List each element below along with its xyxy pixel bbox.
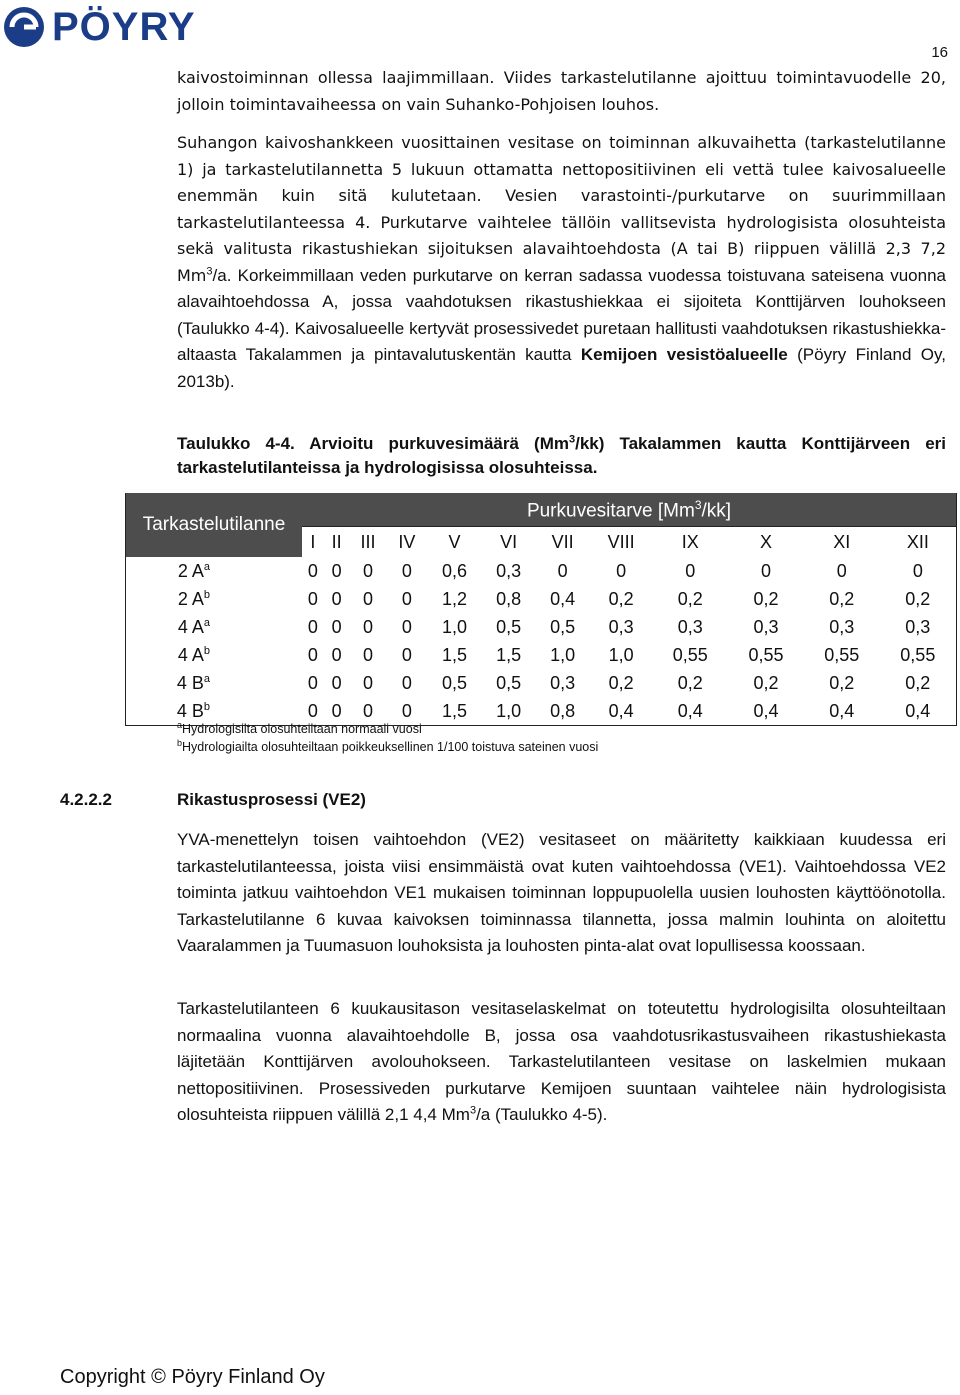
table-cell: 0,2 (753, 672, 779, 693)
table-cell: 1,0 (550, 644, 576, 665)
table-cell: 0 (401, 672, 412, 693)
table-cell: 0 (362, 644, 373, 665)
copyright-footer: Copyright © Pöyry Finland Oy (60, 1366, 325, 1388)
footnote-a (177, 720, 422, 736)
row-label-superscript: b (203, 644, 210, 657)
table-cell: 0,55 (824, 644, 860, 665)
paragraph-water-balance-part-c: Purkutarve vaihtelee tällöin vallitsevista hydrologisista olosuhteista sekä valitusta rikastushiekan sijoituksen alavaihtoehdosta (A tai B) riippuen välillä 2,3 7,2 Mm (177, 212, 946, 285)
table-cell: 1,0 (608, 644, 634, 665)
month-header: XII (880, 527, 957, 558)
table-cell: 0 (401, 588, 412, 609)
row-label-superscript: b (203, 700, 210, 713)
table-cell: 0 (401, 644, 412, 665)
month-header: III (350, 527, 387, 558)
table-cell: 0 (307, 672, 318, 693)
table-cell: 0,55 (748, 644, 784, 665)
month-header: II (324, 527, 350, 558)
table-cell: 0,2 (677, 672, 703, 693)
paragraph-intro: kaivostoiminnan ollessa laajimmillaan. Viides tarkastelutilanne ajoittuu toimintavuodelle 20, jolloin toimintavaiheessa on vain Suhanko-Pohjoisen louhos. (177, 68, 946, 114)
footnote-a-text: Hydrologisilta olosuhteiltaan normaali vuosi (182, 722, 422, 737)
row-label-superscript: a (203, 672, 210, 685)
table-cell: 0,6 (441, 560, 468, 581)
table-cell: 0 (912, 560, 923, 581)
table-cell: 0,2 (905, 672, 931, 693)
table-cell: 0,4 (652, 697, 728, 726)
table-cell: 0,5 (441, 672, 468, 693)
row-label (126, 613, 303, 641)
table-cell: 1,0 (482, 697, 536, 726)
table-cell: 0,8 (536, 697, 590, 726)
discharge-table (125, 493, 957, 726)
table-cell: 0 (386, 697, 427, 726)
paragraph-scenario-6 (177, 996, 946, 1129)
poyry-logo-icon (2, 5, 46, 49)
table-cell: 0 (362, 616, 373, 637)
table-cell: 0 (324, 697, 350, 726)
footnote-b-text: Hydrologiailta olosuhteiltaan poikkeuksellinen 1/100 toistuva sateinen vuosi (182, 740, 599, 755)
paragraph-scenario-6-part-a: Tarkastelutilanteen 6 kuukausitason vesitaselaskelmat on toteutettu hydrologisilta olosuhteiltaan normaalina vuonna alavaihtoehdolle B, jossa osa vaahdotusrikastusvaiheen rikastushiekasta läjitetään Konttijärven avolouhokseen. Tarkastelutilanteen vesitase on laskelmien mukaan nettopositiivinen. Prosessiveden purkutarve Kemijoen suuntaan vaihtelee näin hydrologisista olosuhteista riippuen välillä 2,1 4,4 Mm (177, 999, 946, 1124)
month-header: XI (804, 527, 880, 558)
table-cell: 0 (331, 588, 342, 609)
table-caption-part-b: /kk) Takalammen kautta Konttijärveen eri tarkastelutilanteissa ja hydrologisissa olosuhteissa. (177, 434, 946, 477)
row-label-text: 4 A (177, 644, 204, 665)
month-header: VIII (590, 527, 653, 558)
month-header: IX (652, 527, 728, 558)
paragraph-water-balance-part-e: (Pöyry Finland Oy, 2013b). (177, 345, 946, 391)
table-cell: 0 (362, 560, 373, 581)
table-cell: 0 (302, 697, 324, 726)
footnote-a-mark: a (177, 720, 183, 730)
table-cell: 0,2 (753, 588, 779, 609)
row-label-superscript: a (203, 560, 210, 573)
table-row (126, 641, 957, 669)
row-label-superscript: b (203, 588, 210, 601)
footnote-b-mark: b (177, 738, 183, 748)
table-cell: 0,3 (905, 616, 931, 637)
section-number: 4.2.2.2 (60, 790, 112, 809)
table-cell: 1,5 (427, 697, 481, 726)
caption-superscript: 3 (568, 433, 576, 446)
table-cell: 0,3 (829, 616, 855, 637)
row-label-superscript: a (203, 616, 210, 629)
paragraph-water-balance-bold: Kemijoen vesistöalueelle (580, 345, 788, 364)
month-header: VI (482, 527, 536, 558)
table-body (126, 557, 957, 726)
table-cell: 0,4 (728, 697, 804, 726)
table-cell: 0,8 (496, 588, 522, 609)
paragraph-water-balance-part-a: Suhangon kaivoshankkeen vuosittainen vesitase on toiminnan alkuvaihetta (tarkastelutilanne 1) ja tarkastelutilannetta 5 lukuun ottamatta nettopositiivinen eli vettä tulee kaivosalueelle enemmän kuin sitä kulutetaan. (177, 133, 946, 205)
poyry-logo (2, 4, 196, 50)
table-cell: 0,4 (550, 588, 576, 609)
table-cell: 0 (362, 672, 373, 693)
page-number: 16 (931, 44, 948, 61)
month-header: X (728, 527, 804, 558)
table-cell: 0 (331, 560, 342, 581)
footnote-b (177, 738, 598, 754)
table-cell: 0 (331, 672, 342, 693)
table-cell: 0 (761, 560, 772, 581)
section-title: Rikastusprosessi (VE2) (177, 790, 366, 809)
table-cell: 0,2 (905, 588, 931, 609)
table-cell: 0,3 (677, 616, 703, 637)
row-label-text: 4 A (177, 616, 204, 637)
row-label (126, 641, 303, 669)
table-row (126, 585, 957, 613)
paragraph-ve2: YVA-menettelyn toisen vaihtoehdon (VE2) vesitaseet on määritetty kaikkiaan kuudessa eri tarkastelutilanteessa, joista viisi ensimmäistä ovat kuten vaihtoehdossa (VE1). Vaihtoehdossa VE2 toiminta jatkuu vaihtoehdon VE1 mukaisen toiminnan loppupuolella uusien louhosten käyttöönotolla. Tarkastelutilanne 6 kuvaa kaivoksen toiminnassa tilannetta, jossa malmin louhinta on aloitettu Vaaralammen ja Tuumasuon louhoksista ja louhosten pinta-alat ovat lopullisessa koossaan. (177, 830, 946, 955)
table-cell: 0,3 (550, 672, 576, 693)
row-label-text: 2 A (177, 560, 204, 581)
table-cell: 0,3 (753, 616, 779, 637)
row-label (126, 585, 303, 613)
table-row (126, 613, 957, 641)
paragraph-water-balance (177, 130, 946, 395)
month-header: I (302, 527, 324, 558)
table-cell: 0,3 (608, 616, 634, 637)
table-cell: 0 (836, 560, 847, 581)
table-cell: 1,5 (441, 644, 468, 665)
table-cell: 0,5 (496, 672, 522, 693)
table-cell: 0 (350, 697, 387, 726)
row-label-text: 4 B (176, 672, 204, 693)
table-header-group (302, 493, 957, 527)
month-header: IV (386, 527, 427, 558)
logo-wordmark: PÖYRY (52, 5, 196, 49)
table-cell: 0,2 (829, 588, 855, 609)
table-cell: 0 (401, 560, 412, 581)
table-row (126, 557, 957, 585)
paragraph-scenario-6-superscript: 3 (469, 1104, 477, 1117)
table-cell: 0 (307, 644, 318, 665)
paragraph-scenario-6-part-b: /a (Taulukko 4-5). (476, 1105, 608, 1124)
table-cell: 1,2 (441, 588, 468, 609)
table-caption-part-a: Taulukko 4-4. Arvioitu purkuvesimäärä (Mm (177, 434, 569, 453)
table-header-group-text-a: Purkuvesitarve [Mm (526, 500, 695, 522)
table-cell: 0,55 (900, 644, 936, 665)
table-cell: 0,55 (672, 644, 708, 665)
row-label (126, 557, 303, 585)
table-cell: 0 (685, 560, 696, 581)
table-cell: 0 (331, 616, 342, 637)
table-cell: 0 (307, 560, 318, 581)
paragraph-water-balance-part-d: /a. Korkeimmillaan veden purkutarve on kerran sadassa vuodessa toistuvana sateisena vuonna alavaihtoehdossa A, jossa vaahdotuksen rikastushiekkaa ei sijoiteta Konttijärven louhokseen (Taulukko 4-4). Kaivosalueelle kertyvät prosessivedet puretaan hallitusti vaahdotuksen rikastushiekka-altaasta Takalammen ja pintavalutuskentän kautta (177, 265, 946, 364)
table-cell: 0 (557, 560, 568, 581)
table-cell: 1,5 (496, 644, 522, 665)
table-cell: 0,2 (608, 672, 634, 693)
table-cell: 0 (362, 588, 373, 609)
table-cell: 0,5 (550, 616, 576, 637)
table-cell: 0 (307, 616, 318, 637)
table-cell: 1,0 (441, 616, 468, 637)
table-cell: 0,2 (829, 672, 855, 693)
table-cell: 0,4 (590, 697, 653, 726)
table-cell: 0,3 (496, 560, 522, 581)
month-header: VII (536, 527, 590, 558)
table-cell: 0,2 (677, 588, 703, 609)
paragraph-water-balance-part-b: Vesien varastointi-/purkutarve on suurimmillaan tarkastelutilanteessa 4. (177, 186, 947, 232)
table-cell: 0,5 (496, 616, 522, 637)
table-cell: 0 (307, 588, 318, 609)
table-caption (177, 432, 946, 480)
table-header-superscript: 3 (694, 497, 702, 512)
month-header: V (427, 527, 481, 558)
row-label-text: 2 A (177, 588, 204, 609)
row-label-text: 4 B (176, 700, 204, 721)
table-header-group-text-b: /kk] (701, 500, 732, 522)
table-cell: 0,2 (608, 588, 634, 609)
superscript: 3 (206, 264, 213, 277)
table-cell: 0 (616, 560, 627, 581)
table-cell: 0,4 (804, 697, 880, 726)
row-label (126, 669, 303, 697)
table-row (126, 669, 957, 697)
table-cell: 0,4 (880, 697, 957, 726)
table-cell: 0 (401, 616, 412, 637)
table-header-scenario: Tarkastelutilanne (126, 493, 303, 557)
table-cell: 0 (331, 644, 342, 665)
